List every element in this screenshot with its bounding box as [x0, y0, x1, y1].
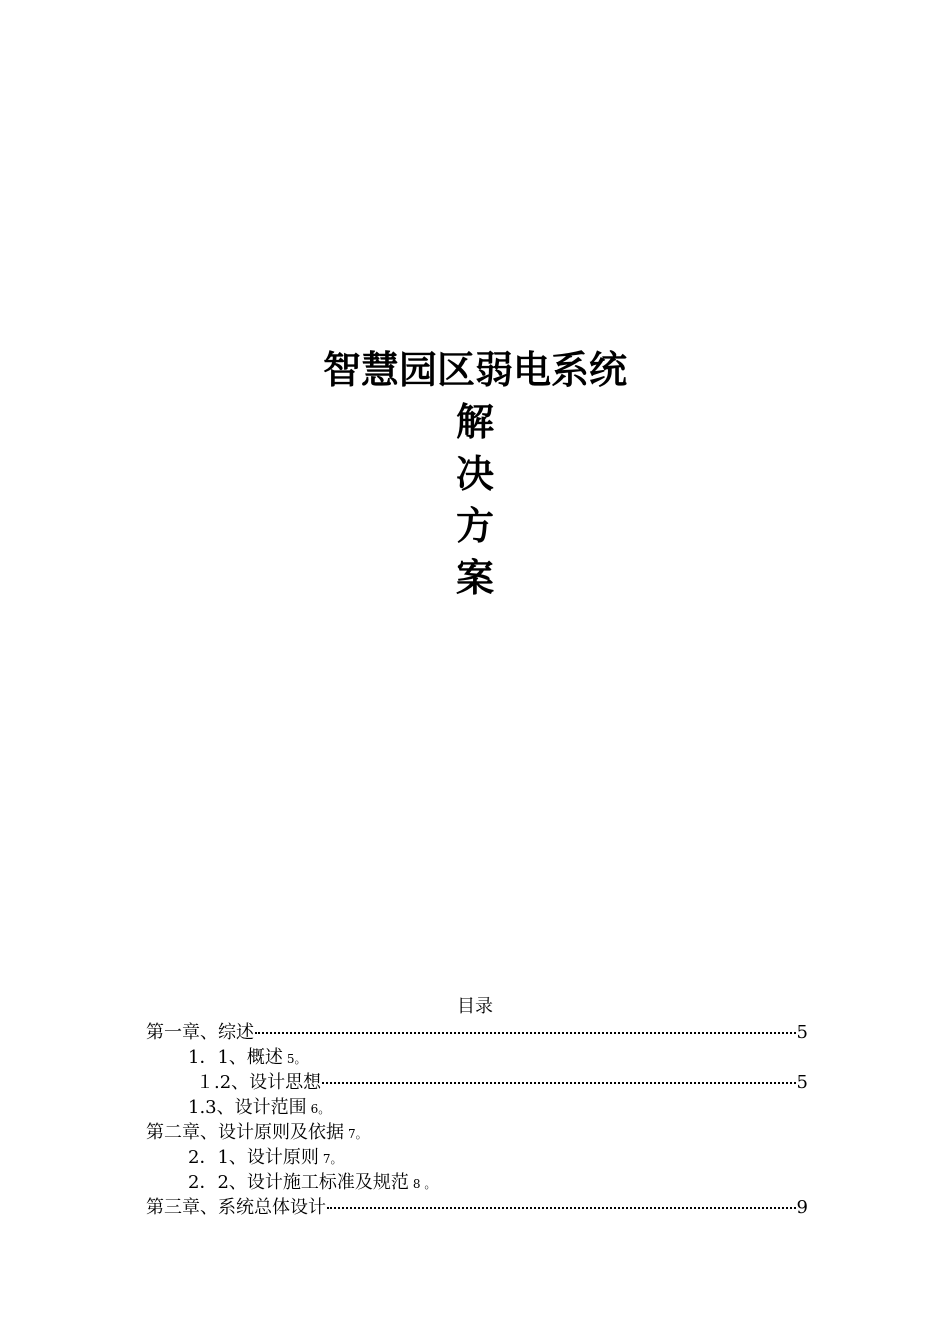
title-char-2: 决 — [455, 452, 494, 496]
toc-entry-text: 第一章、综述 — [146, 1022, 254, 1043]
toc-entry-text: 2．1、设计原则 — [188, 1147, 319, 1168]
toc-entry-chapter-1[interactable] — [146, 1020, 808, 1045]
toc-page-number: 7。 — [322, 1152, 343, 1166]
title-line-main: 智慧园区弱电系统 — [322, 348, 627, 392]
toc-entry-text: 1．1、概述 — [188, 1047, 283, 1068]
toc-entry-2-2[interactable] — [146, 1170, 808, 1195]
toc-entry-1-3[interactable] — [146, 1095, 808, 1120]
toc-entry-2-1[interactable] — [146, 1145, 808, 1170]
toc-page-number: 5。 — [286, 1052, 307, 1066]
toc-leader-dots — [255, 1032, 796, 1034]
toc-page-number: 5 — [796, 1022, 808, 1043]
toc-entry-text: 1.3、设计范围 — [188, 1097, 307, 1118]
toc-entry-1-2[interactable] — [146, 1070, 808, 1095]
toc-entry-chapter-3[interactable] — [146, 1195, 808, 1220]
document-title — [0, 344, 950, 604]
toc-heading: 目录 — [457, 996, 493, 1017]
table-of-contents — [146, 1020, 808, 1220]
toc-entry-chapter-2[interactable] — [146, 1120, 808, 1145]
toc-page-number: 7。 — [348, 1127, 368, 1141]
toc-entry-1-1[interactable] — [146, 1045, 808, 1070]
title-char-1: 解 — [455, 400, 494, 444]
toc-entry-text: 第三章、系统总体设计 — [146, 1197, 326, 1218]
toc-entry-text: １.2、设计思想 — [196, 1072, 322, 1093]
toc-page-number: 5 — [796, 1072, 808, 1093]
toc-leader-dots — [327, 1207, 796, 1209]
toc-page-number: 6。 — [310, 1102, 331, 1116]
toc-page-number: 9 — [796, 1197, 808, 1218]
toc-entry-text: 2．2、设计施工标准及规范 — [188, 1172, 409, 1193]
title-char-3: 方 — [455, 504, 494, 548]
toc-leader-dots — [322, 1082, 795, 1084]
title-char-4: 案 — [455, 556, 494, 600]
toc-page-number: 8 。 — [412, 1177, 437, 1191]
toc-entry-text: 第二章、设计原则及依据 — [146, 1122, 344, 1143]
